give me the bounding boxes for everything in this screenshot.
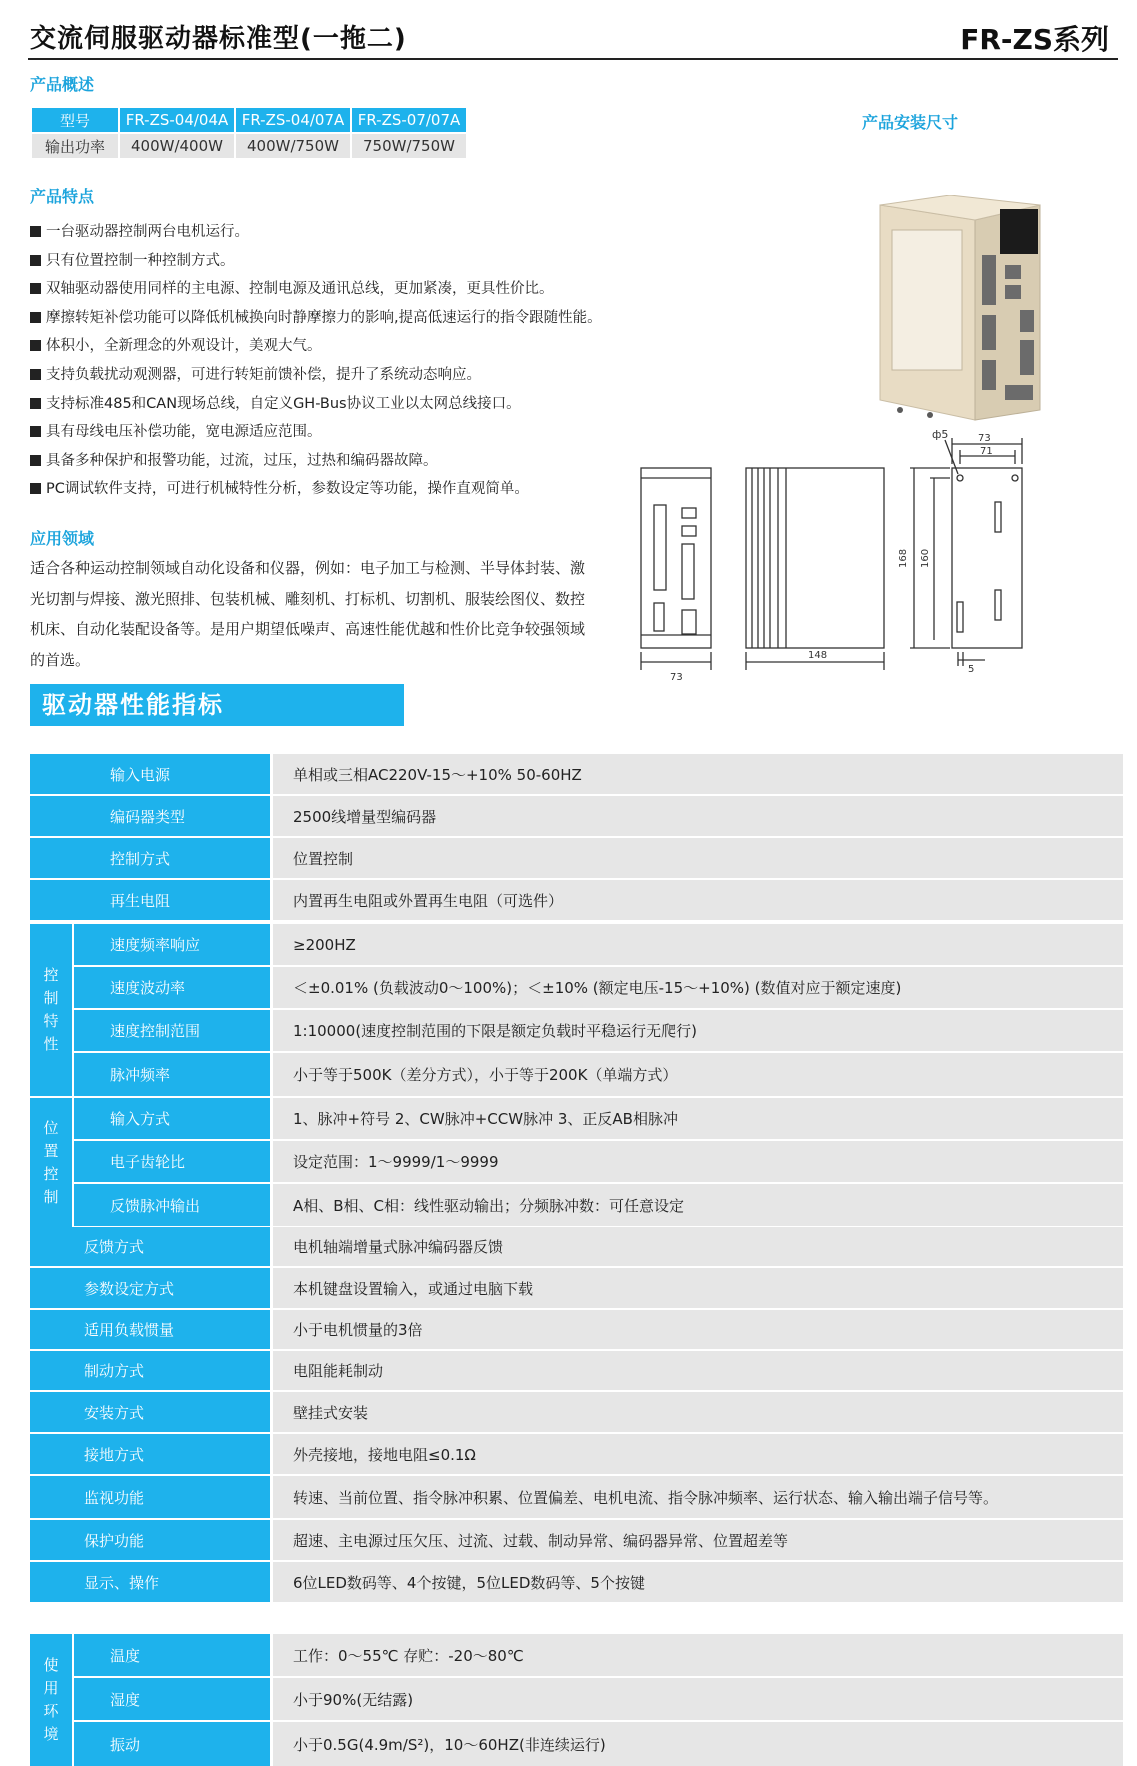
spec-label: 湿度 xyxy=(74,1678,270,1720)
spec-value: A相、B相、C相：线性驱动输出；分频脉冲数：可任意设定 xyxy=(273,1184,1123,1226)
bullet-icon xyxy=(30,369,41,380)
spec-label: 输入电源 xyxy=(30,754,270,794)
spec-value: 小于电机惯量的3倍 xyxy=(273,1310,1123,1349)
application-heading: 应用领域 xyxy=(30,529,95,548)
spec-value: 超速、主电源过压欠压、过流、过载、制动异常、编码器异常、位置超差等 xyxy=(273,1520,1123,1560)
table-row xyxy=(30,1634,1123,1676)
bullet-icon xyxy=(30,283,41,294)
table-row xyxy=(30,838,1123,878)
overview-heading: 产品概述 xyxy=(30,75,95,94)
spec-label: 输入方式 xyxy=(74,1098,270,1139)
overview-table xyxy=(30,106,468,160)
table-row xyxy=(30,1392,1123,1432)
page-title: 交流伺服驱动器标准型(一拖二) xyxy=(30,24,407,54)
table-row xyxy=(30,1351,1123,1390)
model-cell: FR-ZS-04/07A xyxy=(236,108,350,132)
list-item: 体积小，全新理念的外观设计，美观大气。 xyxy=(30,332,620,361)
table-row xyxy=(30,754,1123,794)
bullet-icon xyxy=(30,312,41,323)
spec-value: 1、脉冲+符号 2、CW脉冲+CCW脉冲 3、正反AB相脉冲 xyxy=(273,1098,1123,1139)
spec-label: 温度 xyxy=(74,1634,270,1676)
spec-value: 工作：0～55℃ 存贮：-20～80℃ xyxy=(273,1634,1123,1676)
install-heading: 产品安装尺寸 xyxy=(862,113,959,132)
dimension-drawing xyxy=(640,430,1110,690)
table-row xyxy=(30,1268,1123,1308)
table-row xyxy=(30,1053,1123,1096)
header-divider xyxy=(28,58,1118,60)
table-row xyxy=(30,1010,1123,1051)
table-row xyxy=(30,1184,1123,1226)
spec-label: 脉冲频率 xyxy=(74,1053,270,1096)
table-row xyxy=(30,967,1123,1008)
spec-value: 本机键盘设置输入，或通过电脑下载 xyxy=(273,1268,1123,1308)
spec-value: 设定范围：1～9999/1～9999 xyxy=(273,1141,1123,1182)
table-row xyxy=(30,1310,1123,1349)
list-item: 支持负载扰动观测器，可进行转矩前馈补偿，提升了系统动态响应。 xyxy=(30,361,620,390)
dim-height-outer: 168 xyxy=(898,548,909,568)
power-row xyxy=(32,134,466,158)
spec-value: 转速、当前位置、指令脉冲积累、位置偏差、电机电流、指令脉冲频率、运行状态、输入输出端子信号等。 xyxy=(273,1476,1123,1518)
table-row xyxy=(30,1434,1123,1474)
table-row xyxy=(30,1476,1123,1518)
application-text: 适合各种运动控制领域自动化设备和仪器，例如：电子加工与检测、半导体封装、激光切割与焊接、激光照排、包装机械、雕刻机、打标机、切割机、服装绘图仪、数控机床、自动化装配设备等。是用户期望低噪声、高速性能优越和性价比竞争较强领域的首选。 xyxy=(30,559,586,669)
spec-value: ＜±0.01% (负载波动0～100%)；＜±10% (额定电压-15～+10%) (数值对应于额定速度) xyxy=(273,967,1123,1008)
spec-value: 2500线增量型编码器 xyxy=(273,796,1123,836)
table-row xyxy=(30,1678,1123,1720)
list-item: 具备多种保护和报警功能，过流，过压，过热和编码器故障。 xyxy=(30,447,620,476)
spec-label: 反馈方式 xyxy=(30,1227,270,1266)
dim-bottom: 5 xyxy=(968,664,975,675)
model-cell: FR-ZS-07/07A xyxy=(352,108,466,132)
dim-top-inner: 71 xyxy=(980,446,993,457)
series-name: FR-ZS系列 xyxy=(960,23,1109,56)
spec-value: 电机轴端增量式脉冲编码器反馈 xyxy=(273,1227,1123,1266)
spec-value: 电阻能耗制动 xyxy=(273,1351,1123,1390)
model-row xyxy=(32,108,466,132)
list-item: 支持标准485和CAN现场总线，自定义GH-Bus协议工业以太网总线接口。 xyxy=(30,390,620,419)
spec-label: 电子齿轮比 xyxy=(74,1141,270,1182)
group-control: 控制特性 xyxy=(30,924,72,1096)
bullet-icon xyxy=(30,398,41,409)
spec-label: 速度波动率 xyxy=(74,967,270,1008)
spec-label: 速度控制范围 xyxy=(74,1010,270,1051)
spec-label: 接地方式 xyxy=(30,1434,270,1474)
model-cell: FR-ZS-04/04A xyxy=(120,108,234,132)
spec-value: ≥200HZ xyxy=(273,924,1123,965)
spec-value: 1:10000(速度控制范围的下限是额定负载时平稳运行无爬行) xyxy=(273,1010,1123,1051)
bullet-icon xyxy=(30,426,41,437)
power-cell: 400W/750W xyxy=(236,134,350,158)
spec-value: 位置控制 xyxy=(273,838,1123,878)
spec-label: 显示、操作 xyxy=(30,1562,270,1602)
dim-front-width: 73 xyxy=(670,672,683,683)
dim-hole: ф5 xyxy=(932,430,949,441)
spec-value: 小于等于500K（差分方式），小于等于200K（单端方式） xyxy=(273,1053,1123,1096)
bullet-icon xyxy=(30,226,41,237)
features-list xyxy=(30,218,620,504)
power-cell: 750W/750W xyxy=(352,134,466,158)
spec-label: 安装方式 xyxy=(30,1392,270,1432)
spec-label: 适用负载惯量 xyxy=(30,1310,270,1349)
features-heading: 产品特点 xyxy=(30,187,95,206)
list-item: PC调试软件支持，可进行机械特性分析，参数设定等功能，操作直观简单。 xyxy=(30,475,620,504)
power-label: 输出功率 xyxy=(32,134,118,158)
spec-value: 6位LED数码等、4个按键，5位LED数码等、5个按键 xyxy=(273,1562,1123,1602)
dim-side-width: 148 xyxy=(808,650,828,661)
model-label: 型号 xyxy=(32,108,118,132)
spec-value: 壁挂式安装 xyxy=(273,1392,1123,1432)
spec-label: 编码器类型 xyxy=(30,796,270,836)
table-row xyxy=(30,1520,1123,1560)
list-item: 摩擦转矩补偿功能可以降低机械换向时静摩擦力的影响,提高低速运行的指令跟随性能。 xyxy=(30,304,620,333)
list-item: 只有位置控制一种控制方式。 xyxy=(30,247,620,276)
spec-value: 小于90%(无结露) xyxy=(273,1678,1123,1720)
spec-label: 保护功能 xyxy=(30,1520,270,1560)
dim-height-inner: 160 xyxy=(920,548,931,568)
spec-label: 振动 xyxy=(74,1722,270,1766)
bullet-icon xyxy=(30,340,41,351)
performance-heading: 驱动器性能指标 xyxy=(30,684,404,726)
spec-label: 反馈脉冲输出 xyxy=(74,1184,270,1226)
bullet-icon xyxy=(30,483,41,494)
group-environment: 使用环境 xyxy=(30,1634,72,1766)
spec-value: 外壳接地，接地电阻≤0.1Ω xyxy=(273,1434,1123,1474)
spec-value: 小于0.5G(4.9m/S²)，10～60HZ(非连续运行) xyxy=(273,1722,1123,1766)
list-item: 具有母线电压补偿功能，宽电源适应范围。 xyxy=(30,418,620,447)
table-row xyxy=(30,1141,1123,1182)
spec-label: 监视功能 xyxy=(30,1476,270,1518)
group-position: 位置控制 xyxy=(30,1098,72,1228)
dim-top-outer: 73 xyxy=(978,433,991,444)
product-photo xyxy=(870,195,1050,425)
bullet-icon xyxy=(30,455,41,466)
table-row xyxy=(30,1722,1123,1766)
table-row xyxy=(30,880,1123,920)
spec-label: 控制方式 xyxy=(30,838,270,878)
spec-value: 单相或三相AC220V-15～+10% 50-60HZ xyxy=(273,754,1123,794)
spec-label: 再生电阻 xyxy=(30,880,270,920)
power-cell: 400W/400W xyxy=(120,134,234,158)
spec-value: 内置再生电阻或外置再生电阻（可选件） xyxy=(273,880,1123,920)
list-item: 双轴驱动器使用同样的主电源、控制电源及通讯总线，更加紧凑，更具性价比。 xyxy=(30,275,620,304)
list-item: 一台驱动器控制两台电机运行。 xyxy=(30,218,620,247)
bullet-icon xyxy=(30,255,41,266)
table-row xyxy=(30,924,1123,965)
spec-label: 速度频率响应 xyxy=(74,924,270,965)
table-row xyxy=(30,1098,1123,1139)
spec-label: 参数设定方式 xyxy=(30,1268,270,1308)
table-row xyxy=(30,1562,1123,1602)
spec-label: 制动方式 xyxy=(30,1351,270,1390)
table-row xyxy=(30,796,1123,836)
table-row xyxy=(30,1227,1123,1266)
